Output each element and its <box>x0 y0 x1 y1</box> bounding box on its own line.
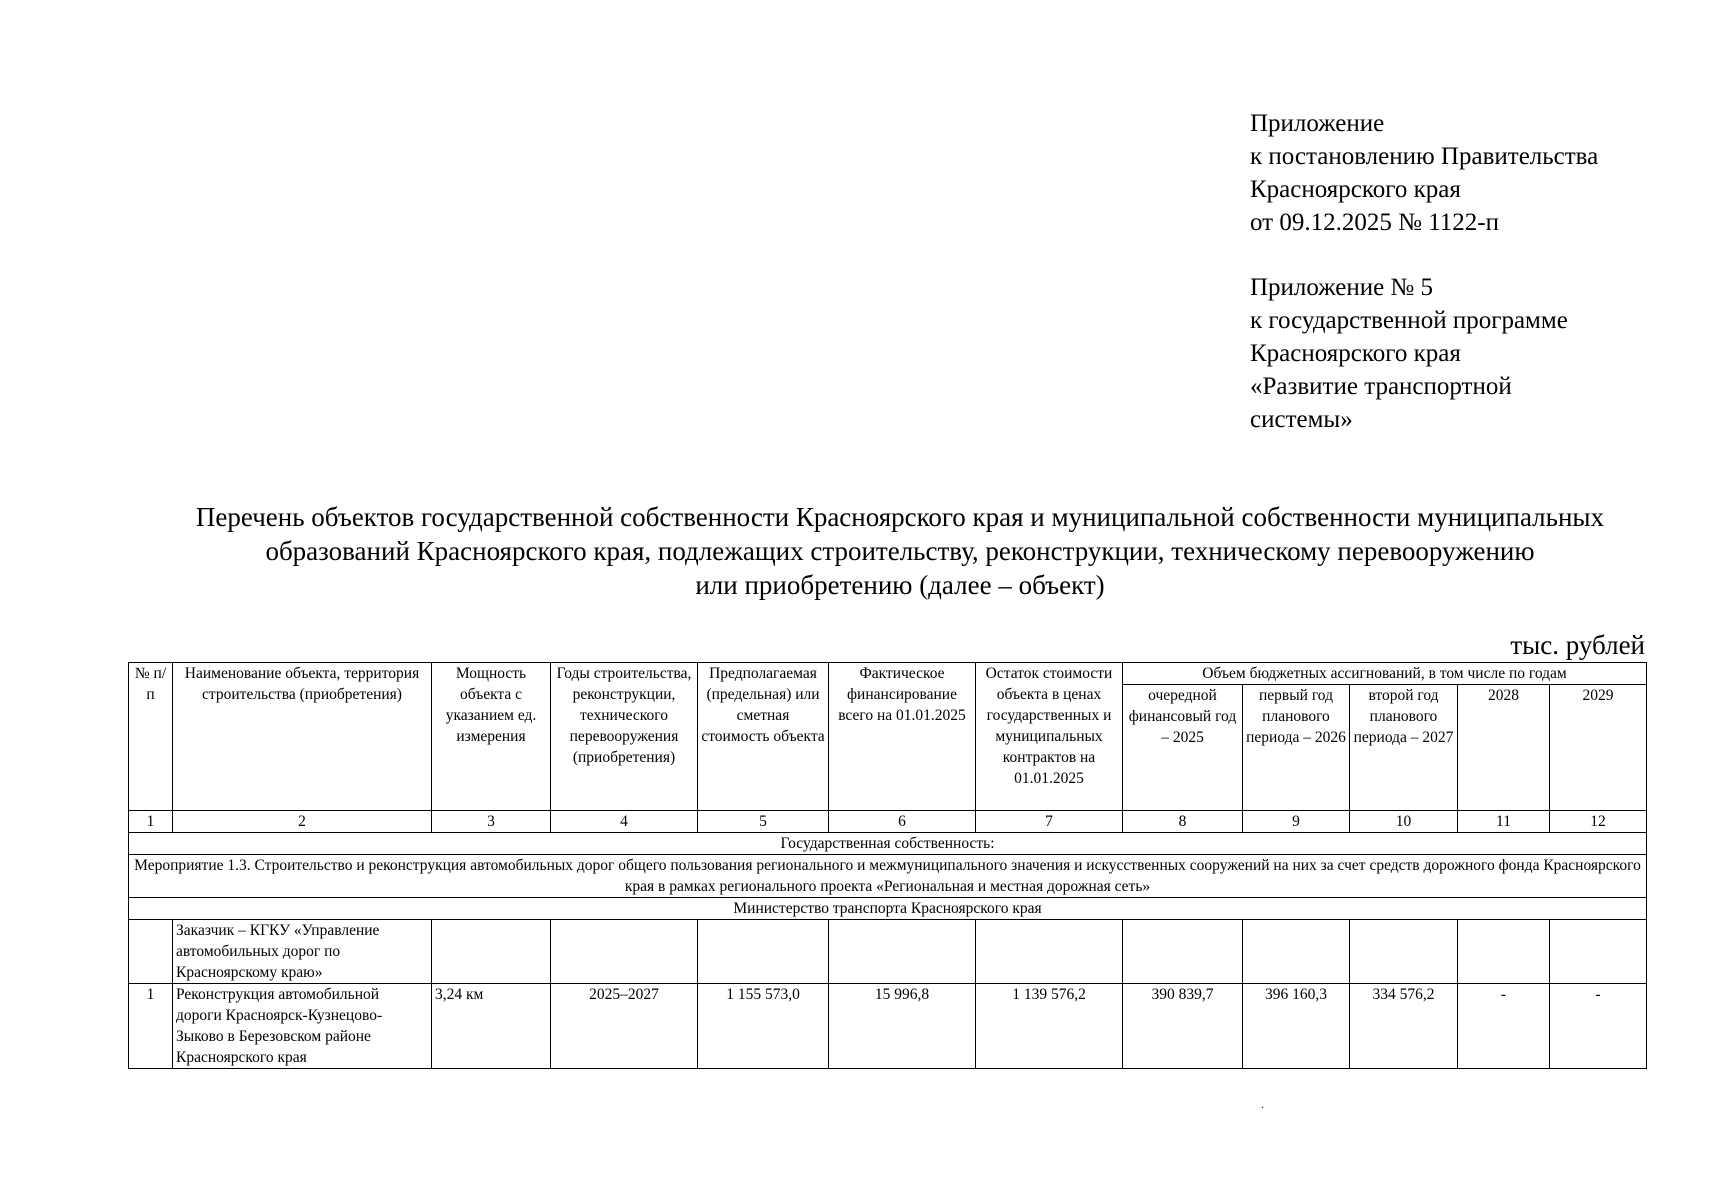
header-2028: 2028 <box>1458 685 1550 811</box>
empty-cell <box>829 920 976 984</box>
row-2025: 390 839,7 <box>1123 984 1243 1069</box>
appendix-line: Приложение <box>1250 110 1385 137</box>
column-number: 3 <box>432 811 551 833</box>
column-numbers-row <box>129 811 1647 833</box>
header-2025: очередной финансовый год – 2025 <box>1123 685 1243 811</box>
appendix-line: к постановлению Правительства <box>1250 143 1599 170</box>
header-remaining-cost: Остаток стоимости объекта в ценах государственных и муниципальных контрактов на 01.01.2025 <box>976 663 1123 811</box>
title-line: образований Красноярского края, подлежащих строительству, реконструкции, техническому перевооружению <box>265 536 1535 566</box>
section-row-event <box>129 855 1647 898</box>
header-2027: второй год планового периода – 2027 <box>1350 685 1458 811</box>
appendix-5-header <box>1250 271 1568 436</box>
ministry-label: Министерство транспорта Красноярского края <box>129 898 1647 920</box>
section-row-ministry <box>129 898 1647 920</box>
table-row <box>129 984 1647 1069</box>
column-number: 5 <box>698 811 829 833</box>
empty-cell <box>1458 920 1550 984</box>
column-number: 9 <box>1243 811 1350 833</box>
appendix-line: от 09.12.2025 № 1122-п <box>1250 209 1499 236</box>
ownership-label: Государственная собственность: <box>129 833 1647 855</box>
header-budget-group: Объем бюджетных ассигнований, в том числе по годам <box>1123 663 1647 685</box>
row-2027: 334 576,2 <box>1350 984 1458 1069</box>
appendix-line: «Развитие транспортной <box>1250 373 1512 400</box>
customer-label: Заказчик – КГКУ «Управление автомобильных дорог по Красноярскому краю» <box>173 920 432 984</box>
column-number: 10 <box>1350 811 1458 833</box>
stray-mark: . <box>1261 1097 1264 1111</box>
appendix-line: Приложение № 5 <box>1250 274 1434 301</box>
empty-cell <box>976 920 1123 984</box>
units-label: тыс. рублей <box>1510 630 1645 660</box>
row-actual-financing: 15 996,8 <box>829 984 976 1069</box>
header-num: № п/п <box>129 663 173 811</box>
header-row <box>129 663 1647 685</box>
appendix-header <box>1250 107 1598 239</box>
header-name: Наименование объекта, территория строительства (приобретения) <box>173 663 432 811</box>
empty-cell <box>1550 920 1647 984</box>
column-number: 11 <box>1458 811 1550 833</box>
column-number: 1 <box>129 811 173 833</box>
column-number: 4 <box>551 811 698 833</box>
row-2026: 396 160,3 <box>1243 984 1350 1069</box>
appendix-line: Красноярского края <box>1250 176 1461 203</box>
empty-cell <box>432 920 551 984</box>
column-number: 6 <box>829 811 976 833</box>
header-estimated-cost: Предполагаемая (предельная) или сметная стоимость объекта <box>698 663 829 811</box>
empty-cell <box>129 920 173 984</box>
row-2028: - <box>1458 984 1550 1069</box>
appendix-line: системы» <box>1250 406 1353 433</box>
column-number: 2 <box>173 811 432 833</box>
appendix-line: к государственной программе <box>1250 307 1568 334</box>
empty-cell <box>1123 920 1243 984</box>
row-2029: - <box>1550 984 1647 1069</box>
column-number: 8 <box>1123 811 1243 833</box>
empty-cell <box>698 920 829 984</box>
header-2029: 2029 <box>1550 685 1647 811</box>
header-years: Годы строительства, реконструкции, технического перевооружения (приобретения) <box>551 663 698 811</box>
row-name: Реконструкция автомобильной дороги Красноярск-Кузнецово-Зыково в Березовском районе Красноярского края <box>173 984 432 1069</box>
row-years: 2025–2027 <box>551 984 698 1069</box>
header-2026: первый год планового периода – 2026 <box>1243 685 1350 811</box>
appendix-line: Красноярского края <box>1250 340 1461 367</box>
empty-cell <box>1243 920 1350 984</box>
section-row-ownership <box>129 833 1647 855</box>
event-label: Мероприятие 1.3. Строительство и реконструкция автомобильных дорог общего пользования регионального и межмуниципального значения и искусственных сооружений на них за счет средств дорожного фонда Красноярского края в рамках регионального проекта «Региональная и местная дорожная сеть» <box>129 855 1647 898</box>
objects-table <box>128 662 1647 1069</box>
empty-cell <box>551 920 698 984</box>
document-title <box>140 500 1660 602</box>
row-num: 1 <box>129 984 173 1069</box>
title-line: или приобретению (далее – объект) <box>695 570 1105 600</box>
title-line: Перечень объектов государственной собственности Красноярского края и муниципальной собственности муниципальных <box>195 502 1605 532</box>
column-number: 7 <box>976 811 1123 833</box>
customer-row <box>129 920 1647 984</box>
row-estimated-cost: 1 155 573,0 <box>698 984 829 1069</box>
column-number: 12 <box>1550 811 1647 833</box>
empty-cell <box>1350 920 1458 984</box>
header-capacity: Мощность объекта с указанием ед. измерения <box>432 663 551 811</box>
row-capacity: 3,24 км <box>432 984 551 1069</box>
row-remaining-cost: 1 139 576,2 <box>976 984 1123 1069</box>
header-actual-financing: Фактическое финансирование всего на 01.01.2025 <box>829 663 976 811</box>
